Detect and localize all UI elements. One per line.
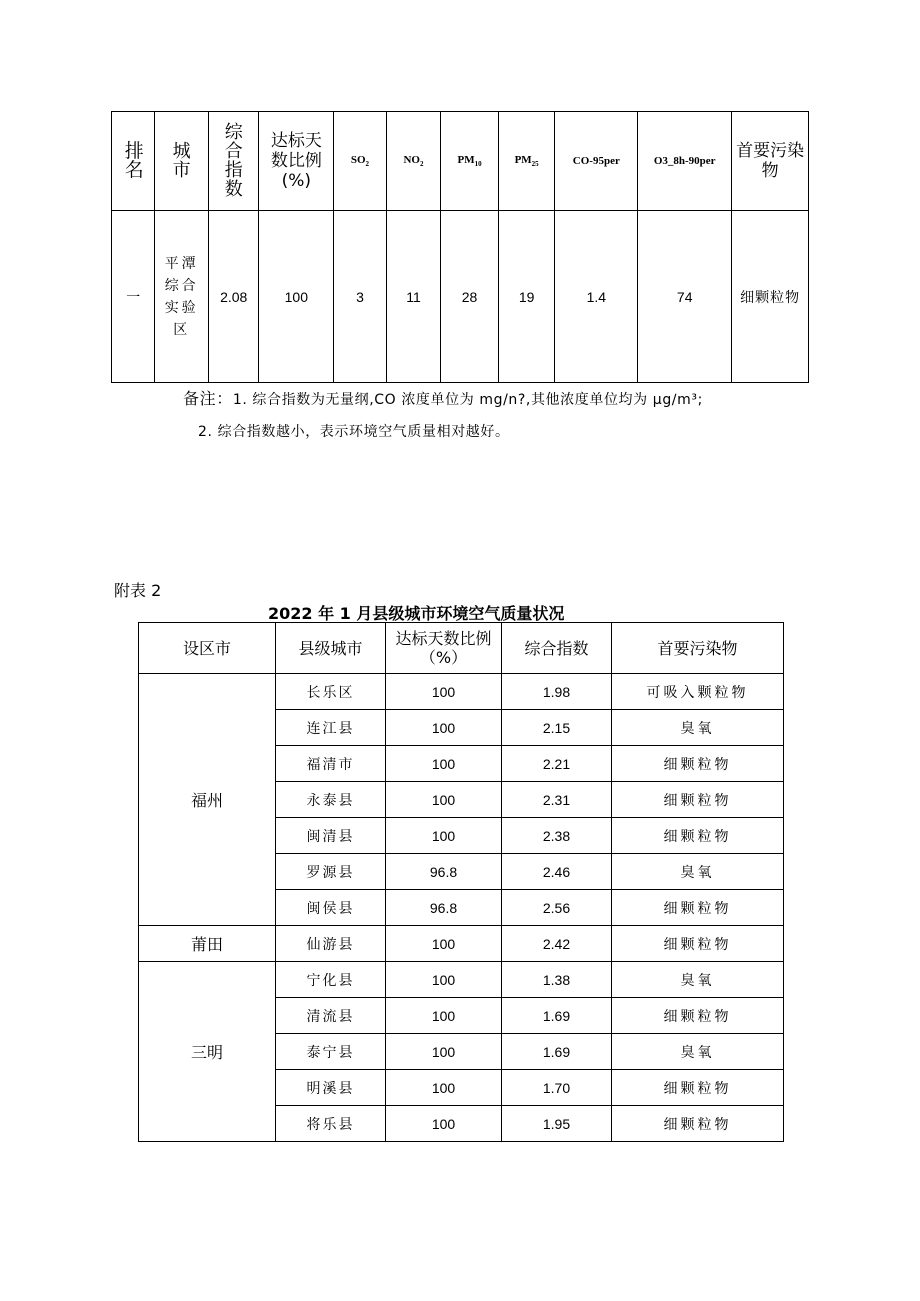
header-rank: 排名 bbox=[112, 112, 155, 211]
ratio-cell: 96.8 bbox=[386, 854, 502, 890]
table1-data-row bbox=[112, 211, 809, 383]
appendix-label: 附表 2 bbox=[114, 581, 162, 600]
header-so2: $SO_2$ bbox=[334, 112, 387, 211]
index-cell: 1.95 bbox=[502, 1106, 612, 1142]
county-cell: 将乐县 bbox=[276, 1106, 386, 1142]
note-text-1: 1. 综合指数为无量纲,CO 浓度单位为 mg/n?,其他浓度单位均为 μg∕m³; bbox=[232, 392, 703, 408]
pollutant-cell: 细颗粒物 bbox=[612, 890, 784, 926]
pollutant-cell: 臭氧 bbox=[612, 710, 784, 746]
table-row bbox=[139, 926, 784, 962]
pollutant-cell: 细颗粒物 bbox=[612, 998, 784, 1034]
county-cell: 明溪县 bbox=[276, 1070, 386, 1106]
index-cell: 2.15 bbox=[502, 710, 612, 746]
pollutant-cell: 细颗粒物 bbox=[612, 782, 784, 818]
pollutant-cell: 细颗粒物 bbox=[612, 1070, 784, 1106]
header-no2: $NO_2$ bbox=[386, 112, 441, 211]
index-cell: 1.69 bbox=[502, 998, 612, 1034]
ratio-cell: 96.8 bbox=[386, 890, 502, 926]
ratio-cell: 100 bbox=[386, 998, 502, 1034]
pollutant-cell: 细颗粒物 bbox=[612, 818, 784, 854]
cell-pollutant: 细颗粒物 bbox=[732, 211, 809, 383]
index-cell: 2.46 bbox=[502, 854, 612, 890]
ratio-cell: 100 bbox=[386, 1070, 502, 1106]
ratio-cell: 100 bbox=[386, 926, 502, 962]
note-line-2: 2. 综合指数越小，表示环境空气质量相对越好。 bbox=[198, 424, 510, 440]
city-air-quality-table bbox=[111, 111, 809, 383]
header-index: 综合指数 bbox=[208, 112, 259, 211]
pollutant-cell: 可吸入颗粒物 bbox=[612, 674, 784, 710]
region-cell: 福州 bbox=[139, 674, 276, 926]
county-cell: 长乐区 bbox=[276, 674, 386, 710]
cell-city: 平潭 综合 实验 区 bbox=[155, 211, 209, 383]
pollutant-cell: 臭氧 bbox=[612, 854, 784, 890]
county-cell: 连江县 bbox=[276, 710, 386, 746]
header-region: 设区市 bbox=[139, 623, 276, 674]
pollutant-cell: 细颗粒物 bbox=[612, 926, 784, 962]
region-cell: 莆田 bbox=[139, 926, 276, 962]
index-cell: 1.69 bbox=[502, 1034, 612, 1070]
table1-header-row bbox=[112, 112, 809, 211]
pollutant-cell: 细颗粒物 bbox=[612, 1106, 784, 1142]
county-cell: 罗源县 bbox=[276, 854, 386, 890]
county-cell: 永泰县 bbox=[276, 782, 386, 818]
cell-so2: 3 bbox=[334, 211, 387, 383]
cell-pm25: 19 bbox=[498, 211, 555, 383]
county-cell: 闽清县 bbox=[276, 818, 386, 854]
header-o3: O3_8h-90per bbox=[638, 112, 732, 211]
county-air-quality-table bbox=[138, 622, 784, 1142]
header-ratio: 达标天数比例(%) bbox=[259, 112, 334, 211]
header-ratio: 达标天数比例（%） bbox=[386, 623, 502, 674]
ratio-cell: 100 bbox=[386, 674, 502, 710]
table2-header-row bbox=[139, 623, 784, 674]
header-index: 综合指数 bbox=[502, 623, 612, 674]
index-cell: 1.38 bbox=[502, 962, 612, 998]
cell-o3: 74 bbox=[638, 211, 732, 383]
cell-pm10: 28 bbox=[441, 211, 499, 383]
note-line-1 bbox=[183, 386, 703, 409]
cell-no2: 11 bbox=[386, 211, 441, 383]
index-cell: 2.56 bbox=[502, 890, 612, 926]
table-row bbox=[139, 674, 784, 710]
table2-title: 2022 年 1 月县级城市环境空气质量状况 bbox=[268, 604, 565, 623]
header-county: 县级城市 bbox=[276, 623, 386, 674]
note-prefix: 备注： bbox=[183, 389, 233, 408]
ratio-cell: 100 bbox=[386, 746, 502, 782]
index-cell: 1.70 bbox=[502, 1070, 612, 1106]
index-cell: 1.98 bbox=[502, 674, 612, 710]
county-cell: 泰宁县 bbox=[276, 1034, 386, 1070]
table-row bbox=[139, 962, 784, 998]
county-cell: 宁化县 bbox=[276, 962, 386, 998]
cell-index: 2.08 bbox=[208, 211, 259, 383]
ratio-cell: 100 bbox=[386, 710, 502, 746]
pollutant-cell: 臭氧 bbox=[612, 1034, 784, 1070]
index-cell: 2.31 bbox=[502, 782, 612, 818]
county-cell: 闽侯县 bbox=[276, 890, 386, 926]
index-cell: 2.42 bbox=[502, 926, 612, 962]
county-cell: 福清市 bbox=[276, 746, 386, 782]
county-cell: 仙游县 bbox=[276, 926, 386, 962]
cell-rank: 一 bbox=[112, 211, 155, 383]
cell-co: 1.4 bbox=[555, 211, 638, 383]
ratio-cell: 100 bbox=[386, 818, 502, 854]
pollutant-cell: 细颗粒物 bbox=[612, 746, 784, 782]
header-pollutant: 首要污染物 bbox=[732, 112, 809, 211]
county-cell: 清流县 bbox=[276, 998, 386, 1034]
header-pollutant: 首要污染物 bbox=[612, 623, 784, 674]
header-pm10: $PM_{10}$ bbox=[441, 112, 499, 211]
ratio-cell: 100 bbox=[386, 962, 502, 998]
header-pm25: $PM_{25}$ bbox=[498, 112, 555, 211]
region-cell: 三明 bbox=[139, 962, 276, 1142]
ratio-cell: 100 bbox=[386, 782, 502, 818]
ratio-cell: 100 bbox=[386, 1106, 502, 1142]
header-city: 城市 bbox=[155, 112, 209, 211]
header-co: CO-95per bbox=[555, 112, 638, 211]
cell-ratio: 100 bbox=[259, 211, 334, 383]
index-cell: 2.21 bbox=[502, 746, 612, 782]
ratio-cell: 100 bbox=[386, 1034, 502, 1070]
pollutant-cell: 臭氧 bbox=[612, 962, 784, 998]
index-cell: 2.38 bbox=[502, 818, 612, 854]
